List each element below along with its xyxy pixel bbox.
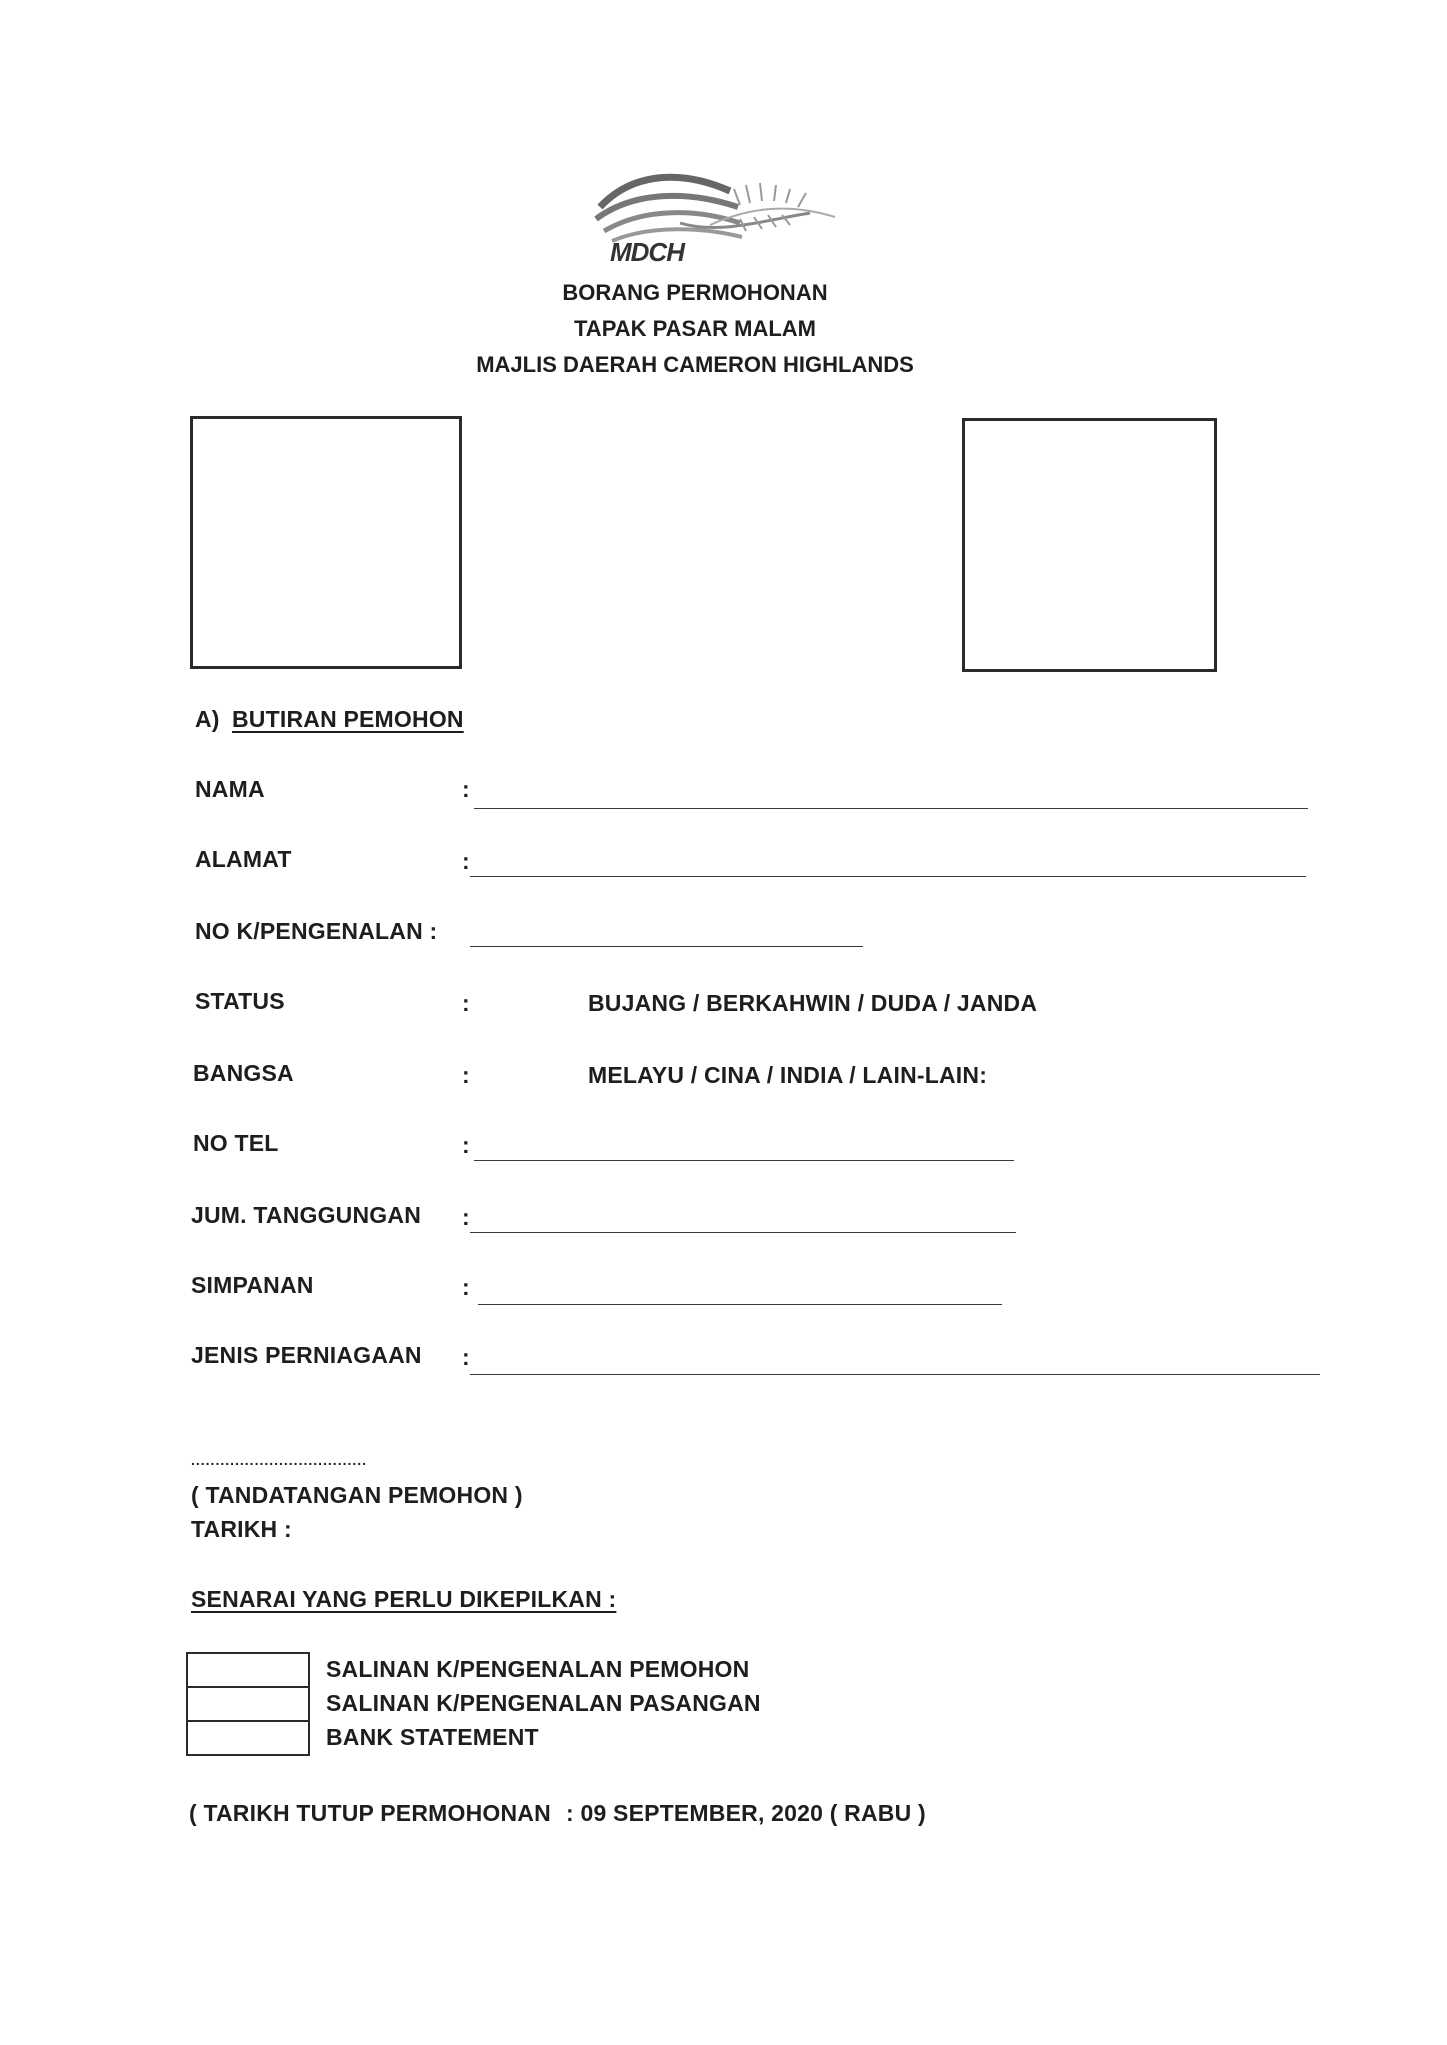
photo-box-left[interactable] (190, 416, 462, 669)
section-a-heading: BUTIRAN PEMOHON (232, 706, 464, 732)
field-label-simpanan: SIMPANAN (191, 1272, 314, 1298)
attachment-item-2: SALINAN K/PENGENALAN PASANGAN (326, 1690, 761, 1716)
status-options[interactable]: BUJANG / BERKAHWIN / DUDA / JANDA (588, 990, 1038, 1016)
signature-line[interactable]: .................................... (191, 1452, 368, 1468)
form-title-line-1: BORANG PERMOHONAN (562, 280, 828, 305)
section-a-prefix: A) (195, 706, 220, 732)
field-line-no-tel[interactable] (474, 1160, 1014, 1161)
field-line-tanggungan[interactable] (470, 1232, 1016, 1233)
attachment-checkbox-3[interactable] (186, 1720, 310, 1756)
council-logo (590, 165, 850, 270)
field-label-alamat: ALAMAT (195, 846, 292, 872)
field-label-perniagaan: JENIS PERNIAGAAN (191, 1342, 422, 1368)
attachment-checkbox-2[interactable] (186, 1686, 310, 1722)
form-title-line-2: TAPAK PASAR MALAM (574, 316, 816, 341)
field-label-no-tel: NO TEL (193, 1130, 279, 1156)
closing-date-label: ( TARIKH TUTUP PERMOHONAN (189, 1800, 551, 1826)
field-colon-status: : (462, 990, 470, 1016)
field-colon-no-tel: : (462, 1132, 470, 1158)
field-colon-simpanan: : (462, 1274, 470, 1300)
field-label-status: STATUS (195, 988, 285, 1014)
field-colon-nama: : (462, 776, 470, 802)
signature-label: ( TANDATANGAN PEMOHON ) (191, 1482, 523, 1508)
bangsa-options[interactable]: MELAYU / CINA / INDIA / LAIN-LAIN: (588, 1062, 988, 1088)
field-colon-tanggungan: : (462, 1204, 470, 1230)
logo-text: MDCH (610, 237, 684, 267)
form-title-line-3: MAJLIS DAERAH CAMERON HIGHLANDS (476, 352, 914, 377)
field-line-no-kp[interactable] (470, 946, 863, 947)
field-label-tanggungan: JUM. TANGGUNGAN (191, 1202, 422, 1228)
field-colon-alamat: : (462, 848, 470, 874)
field-line-perniagaan[interactable] (470, 1374, 1320, 1375)
attachment-item-3: BANK STATEMENT (326, 1724, 539, 1750)
field-label-nama: NAMA (195, 776, 265, 802)
field-colon-perniagaan: : (462, 1344, 470, 1370)
field-label-no-kp: NO K/PENGENALAN : (195, 918, 438, 944)
field-colon-bangsa: : (462, 1062, 470, 1088)
photo-box-right[interactable] (962, 418, 1217, 672)
field-line-alamat[interactable] (470, 876, 1306, 877)
attachment-item-1: SALINAN K/PENGENALAN PEMOHON (326, 1656, 750, 1682)
field-line-simpanan[interactable] (478, 1304, 1002, 1305)
closing-date-value: : 09 SEPTEMBER, 2020 ( RABU ) (566, 1800, 926, 1826)
attachments-heading: SENARAI YANG PERLU DIKEPILKAN : (191, 1586, 617, 1612)
signature-date-label: TARIKH : (191, 1516, 292, 1542)
field-line-nama[interactable] (474, 808, 1308, 809)
attachment-checkbox-1[interactable] (186, 1652, 310, 1688)
field-label-bangsa: BANGSA (193, 1060, 294, 1086)
